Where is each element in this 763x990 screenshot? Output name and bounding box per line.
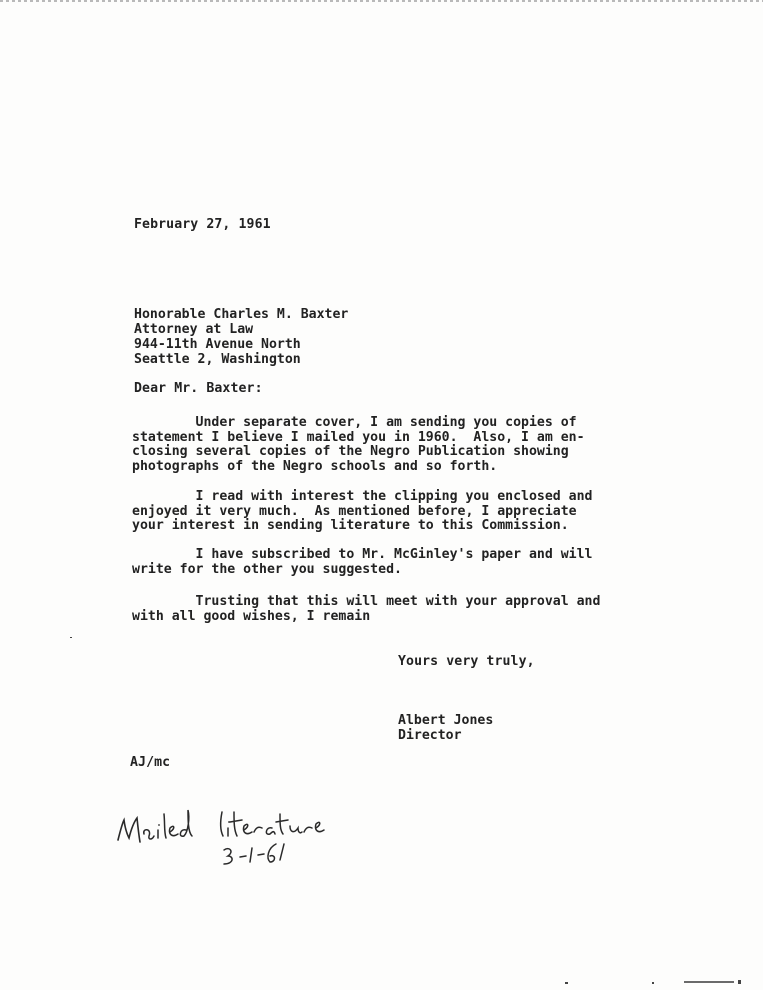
- paragraph-line: statement I believe I mailed you in 1960. Also, I am en-: [132, 429, 585, 445]
- paragraph-line: Under separate cover, I am sending you copies of: [132, 415, 577, 430]
- paragraph-3: [132, 548, 593, 577]
- signer-title: Director: [398, 728, 462, 743]
- paragraph-line: I read with interest the clipping you enclosed and: [132, 489, 593, 504]
- typist-initials: AJ/mc: [130, 755, 171, 770]
- paragraph-line: Trusting that this will meet with your approval and: [132, 594, 601, 609]
- paragraph-4: [132, 595, 600, 624]
- recipient-title: Attorney at Law: [134, 322, 254, 337]
- paragraph-line: I have subscribed to Mr. McGinley's paper and will: [132, 547, 593, 562]
- paragraph-line: closing several copies of the Negro Publication showing: [132, 444, 569, 459]
- recipient-address: [134, 307, 348, 367]
- handwritten-annotation: [112, 800, 382, 880]
- paragraph-line: write for the other you suggested.: [132, 561, 402, 577]
- scan-edge-mark: [684, 981, 734, 983]
- signature-block: [398, 713, 493, 743]
- letter-date: February 27, 1961: [134, 217, 271, 232]
- paragraph-line: photographs of the Negro schools and so forth.: [132, 458, 498, 474]
- scan-speck: [565, 982, 568, 984]
- paragraph-1: [132, 416, 585, 474]
- paragraph-line: your interest in sending literature to this Commission.: [132, 518, 569, 533]
- paragraph-2: [132, 490, 593, 534]
- scan-speck: [738, 980, 741, 984]
- recipient-name: Honorable Charles M. Baxter: [134, 307, 349, 322]
- salutation: Dear Mr. Baxter:: [134, 381, 263, 396]
- complimentary-close: Yours very truly,: [398, 654, 535, 669]
- paragraph-line: with all good wishes, I remain: [132, 608, 371, 624]
- scan-speck: [70, 637, 72, 638]
- signer-name: Albert Jones: [398, 713, 494, 728]
- perforated-top-edge: [0, 0, 763, 2]
- recipient-street: 944-11th Avenue North: [134, 337, 301, 352]
- paragraph-line: enjoyed it very much. As mentioned before, I appreciate: [132, 503, 577, 519]
- scan-speck: [652, 982, 654, 984]
- recipient-city: Seattle 2, Washington: [134, 352, 301, 367]
